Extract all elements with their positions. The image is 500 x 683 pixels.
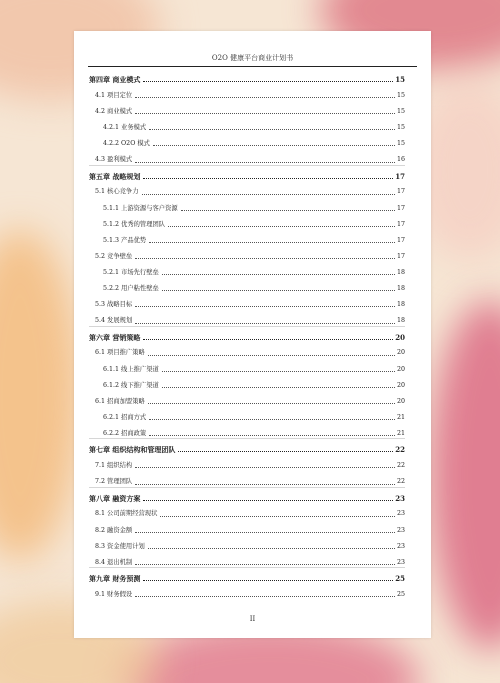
toc-entry-title: 6.2.1 招商方式 — [103, 413, 147, 421]
toc-chapter-entry[interactable] — [89, 490, 405, 502]
toc-page-number: 21 — [396, 413, 405, 421]
toc-leader-dots — [135, 484, 395, 485]
toc-section-entry[interactable] — [89, 554, 405, 566]
toc-section-entry[interactable] — [89, 393, 405, 405]
toc-chapter-entry[interactable] — [89, 71, 405, 83]
toc-section-entry[interactable] — [89, 586, 405, 598]
toc-entry-title: 第四章 商业模式 — [89, 75, 141, 84]
document-page — [74, 31, 431, 638]
toc-leader-dots — [135, 596, 395, 597]
toc-entry-title: 5.1.3 产品优势 — [103, 236, 147, 244]
toc-leader-dots — [148, 355, 395, 356]
toc-page-number: 23 — [396, 542, 405, 550]
toc-section-entry[interactable] — [89, 522, 405, 534]
toc-section-entry[interactable] — [89, 345, 405, 357]
toc-entry-title: 第六章 营销策略 — [89, 332, 141, 342]
toc-leader-dots — [168, 226, 395, 227]
toc-section-entry[interactable] — [89, 248, 405, 260]
toc-page-number: 21 — [396, 429, 405, 437]
toc-leader-dots — [135, 323, 395, 324]
toc-entry-title: 5.4 发展规划 — [95, 317, 133, 325]
chapter-separator — [89, 165, 405, 166]
toc-leader-dots — [135, 467, 395, 468]
toc-page-number: 23 — [396, 558, 405, 566]
toc-entry-title: 5.2.1 市场先行壁垒 — [103, 268, 159, 276]
toc-leader-dots — [142, 194, 395, 195]
toc-page-number: 20 — [396, 365, 405, 373]
toc-section-entry[interactable] — [89, 313, 405, 325]
toc-page-number: 18 — [396, 317, 405, 325]
toc-page-number: 18 — [396, 301, 405, 309]
toc-section-entry[interactable] — [89, 119, 405, 131]
toc-entry-title: 6.2.2 招商政策 — [103, 429, 147, 437]
toc-section-entry[interactable] — [89, 425, 405, 437]
toc-leader-dots — [135, 532, 395, 533]
toc-section-entry[interactable] — [89, 264, 405, 276]
toc-page-number: 16 — [396, 156, 405, 164]
toc-page-number: 15 — [396, 91, 405, 99]
toc-chapter-entry[interactable] — [89, 441, 405, 453]
toc-page-number: 18 — [396, 285, 405, 292]
toc-leader-dots — [135, 306, 395, 307]
toc-leader-dots — [181, 210, 395, 211]
toc-leader-dots — [149, 129, 395, 130]
toc-leader-dots — [135, 113, 395, 114]
toc-section-entry[interactable] — [89, 296, 405, 308]
toc-leader-dots — [149, 419, 395, 420]
toc-leader-dots — [178, 451, 393, 452]
toc-entry-title: 5.1.1 上游资源与客户资源 — [103, 204, 178, 212]
toc-entry-title: 5.3 战略目标 — [95, 301, 133, 309]
toc-leader-dots — [148, 403, 395, 404]
toc-section-entry[interactable] — [89, 409, 405, 421]
toc-entry-title: 4.2 商业模式 — [95, 107, 133, 115]
toc-entry-title: 6.1 招商加盟策略 — [95, 397, 145, 405]
toc-leader-dots — [135, 564, 395, 565]
toc-page-number: 17 — [396, 220, 405, 228]
toc-entry-title: 5.1 核心竞争力 — [95, 188, 139, 196]
toc-page-number: 17 — [395, 171, 405, 181]
toc-leader-dots — [162, 371, 395, 372]
watercolor-blob — [430, 300, 500, 650]
toc-page-number: 15 — [395, 75, 405, 84]
toc-page-number: 15 — [396, 124, 405, 131]
toc-entry-title: 5.2 竞争壁垒 — [95, 252, 133, 260]
toc-entry-title: 8.3 资金使用计划 — [95, 542, 145, 550]
toc-page-number: 22 — [396, 478, 405, 486]
toc-entry-title: 6.1 项目推广策略 — [95, 349, 145, 357]
toc-leader-dots — [148, 548, 395, 549]
toc-entry-title: 4.2.2 O2O 模式 — [103, 140, 150, 148]
toc-page-number: 20 — [396, 397, 405, 405]
toc-section-entry[interactable] — [89, 87, 405, 99]
toc-entry-title: 第九章 财务预测 — [89, 574, 141, 584]
toc-entry-title: 9.1 财务假设 — [95, 590, 133, 598]
chapter-separator — [89, 567, 405, 568]
toc-page-number: 17 — [396, 188, 405, 196]
toc-entry-title: 8.1 公司前期经营现状 — [95, 510, 158, 518]
toc-leader-dots — [143, 339, 393, 340]
toc-entry-title: 第五章 战略规划 — [89, 171, 141, 181]
toc-entry-title: 5.1.2 优秀的管理团队 — [103, 220, 166, 228]
toc-page-number: 23 — [396, 510, 405, 518]
toc-entry-title: 7.2 管理团队 — [95, 478, 133, 486]
toc-entry-title: 6.1.1 线上推广渠道 — [103, 365, 159, 373]
toc-leader-dots — [149, 242, 395, 243]
toc-entry-title: 第七章 组织结构和管理团队 — [89, 445, 176, 455]
toc-page-number: 17 — [396, 236, 405, 244]
toc-page-number: 23 — [395, 493, 405, 503]
toc-leader-dots — [153, 145, 395, 146]
toc-section-entry[interactable] — [89, 474, 405, 486]
header-rule — [88, 66, 417, 67]
page-header: O2O 健康平台商业计划书 — [211, 54, 294, 62]
toc-page-number: 20 — [396, 349, 405, 357]
toc-section-entry[interactable] — [89, 184, 405, 196]
toc-page-number: 17 — [396, 252, 405, 260]
toc-entry-title: 4.2.1 业务模式 — [103, 124, 147, 131]
chapter-separator — [89, 487, 405, 488]
toc-entry-title: 5.2.2 用户粘性壁垒 — [103, 285, 159, 292]
toc-leader-dots — [135, 258, 395, 259]
toc-page-number: 17 — [396, 204, 405, 212]
toc-chapter-entry[interactable] — [89, 329, 405, 341]
toc-page-number: 15 — [396, 140, 405, 148]
toc-chapter-entry[interactable] — [89, 168, 405, 180]
toc-page-number: 25 — [395, 574, 405, 584]
toc-section-entry[interactable] — [89, 103, 405, 115]
toc-leader-dots — [143, 500, 393, 501]
toc-section-entry[interactable] — [89, 377, 405, 389]
toc-leader-dots — [143, 81, 393, 82]
toc-leader-dots — [162, 387, 395, 388]
toc-page-number: 23 — [396, 526, 405, 534]
toc-leader-dots — [162, 290, 395, 291]
toc-entry-title: 8.4 退出机制 — [95, 558, 133, 566]
chapter-separator — [89, 438, 405, 439]
toc-section-entry[interactable] — [89, 135, 405, 147]
watercolor-blob — [0, 230, 80, 560]
toc-page-number: 18 — [396, 268, 405, 276]
toc-page-number: 20 — [395, 332, 405, 342]
toc-section-entry[interactable] — [89, 232, 405, 244]
toc-leader-dots — [162, 274, 395, 275]
toc-entry-title: 4.3 盈利模式 — [95, 156, 133, 164]
toc-chapter-entry[interactable] — [89, 570, 405, 582]
toc-entry-title: 第八章 融资方案 — [89, 493, 141, 503]
toc-entry-title: 6.1.2 线下推广渠道 — [103, 381, 159, 389]
toc-leader-dots — [149, 435, 395, 436]
toc-section-entry[interactable] — [89, 216, 405, 228]
toc-page-number: 20 — [396, 381, 405, 389]
toc-leader-dots — [143, 178, 393, 179]
toc-leader-dots — [135, 97, 395, 98]
toc-section-entry[interactable] — [89, 361, 405, 373]
toc-leader-dots — [160, 516, 395, 517]
toc-entry-title: 8.2 融资金额 — [95, 526, 133, 534]
toc-page-number: 25 — [396, 590, 405, 598]
toc-page-number: 15 — [396, 107, 405, 115]
toc-page-number: 22 — [396, 462, 405, 470]
page-number: II — [249, 615, 256, 623]
toc-section-entry[interactable] — [89, 538, 405, 550]
toc-section-entry[interactable] — [89, 506, 405, 518]
toc-leader-dots — [135, 162, 395, 163]
toc-entry-title: 7.1 组织结构 — [95, 462, 133, 470]
toc-entry-title: 4.1 项目定位 — [95, 91, 133, 99]
toc-section-entry[interactable] — [89, 200, 405, 212]
toc-leader-dots — [143, 580, 393, 581]
toc-page-number: 22 — [395, 445, 405, 455]
chapter-separator — [89, 326, 405, 327]
toc-section-entry[interactable] — [89, 457, 405, 469]
toc-section-entry[interactable] — [89, 152, 405, 164]
toc-section-entry[interactable] — [89, 280, 405, 292]
